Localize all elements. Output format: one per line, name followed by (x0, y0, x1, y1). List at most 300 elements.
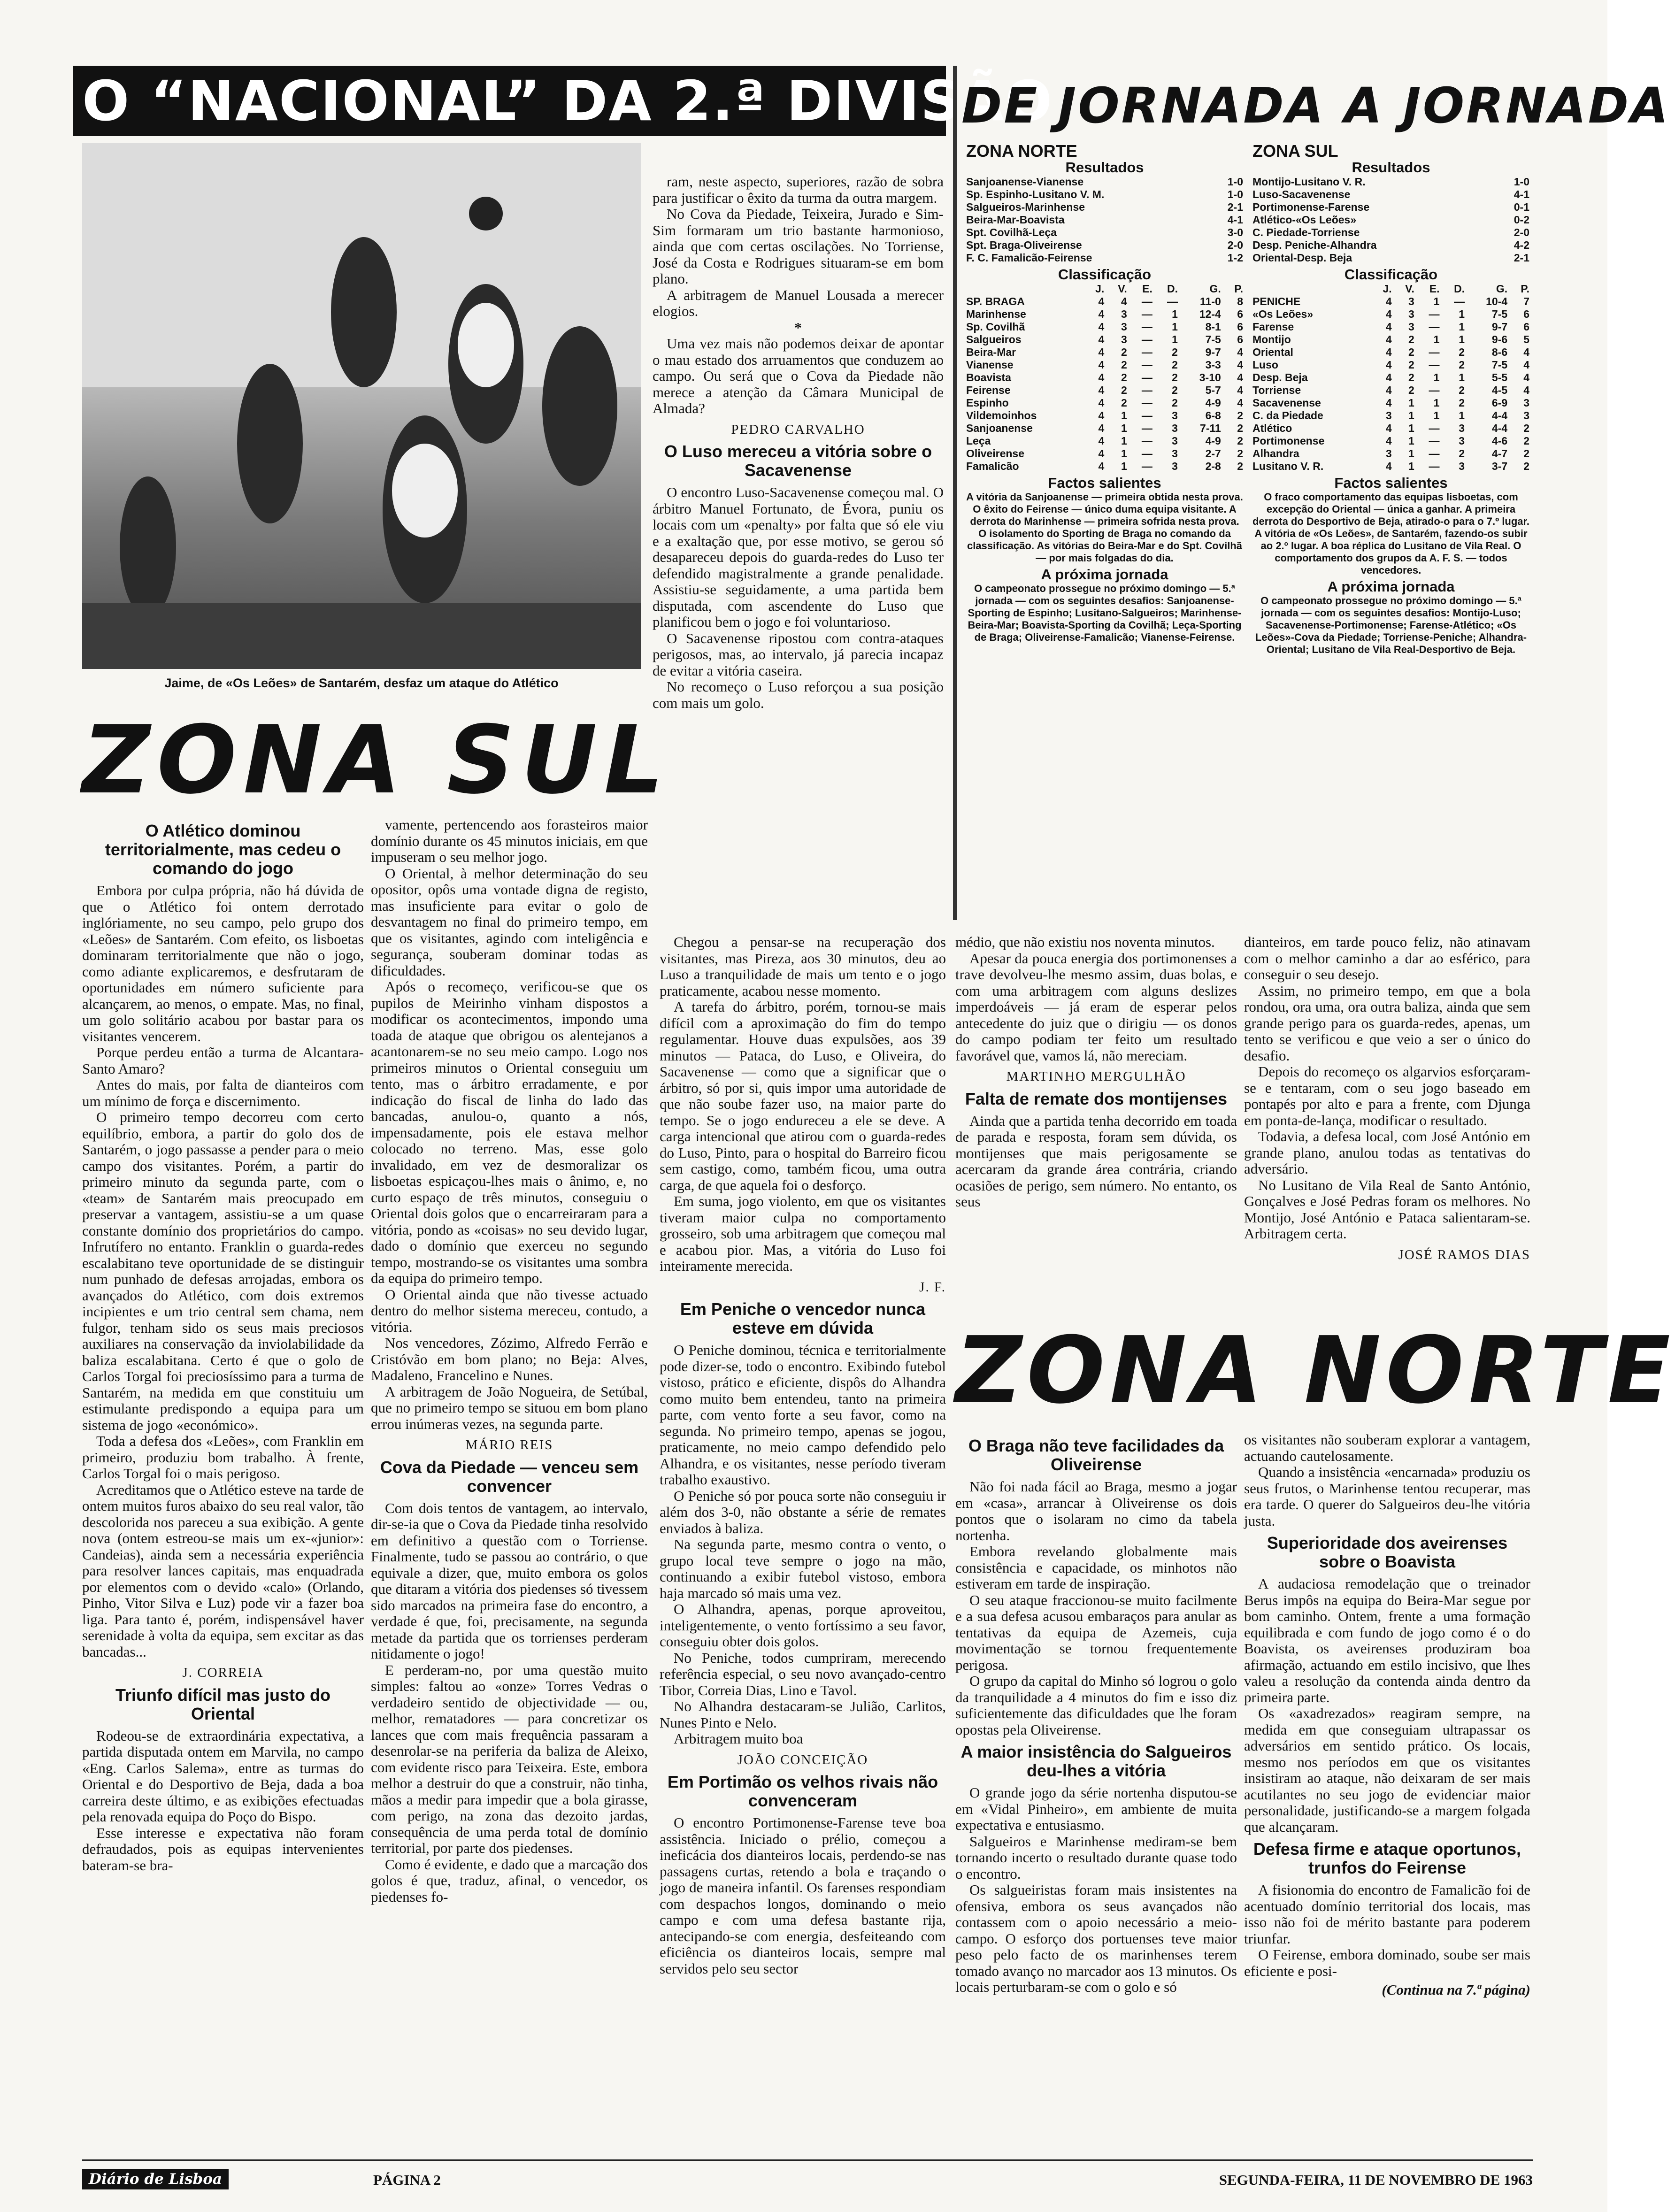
paragraph: O primeiro tempo decorreu com certo equilíbrio, embora, a partir do golo dos de Santarém, o jogo passasse a pender para o meio campo dos visitantes. Porém, a partir do primeiro minuto da segunda parte, com o «team» de Santarém mais preocupado em preservar a vantagem, assistiu-se a um quase constante domínio dos proprietários do campo. Infrutífero no entanto. Franklin o guarda-redes escalabitano teve oportunidade de se distinguir num punhado de defesas arrojadas, embora os avançados do Atlético, com dois extremos incipientes e um trio central sem chama, nem fulgor, tenham sido os seus mais preciosos auxiliares na conservação da inviolabilidade da baliza escalabitana. Certo é que o golo de Carlos Torgal foi preciosíssimo para a turma de Santarém, na medida em que constituiu um estimulante predispondo a equipa para um sistema de jogo «económico». (82, 1109, 364, 1433)
paragraph: Esse interesse e expectativa não foram defraudados, pois as equipas intervenientes bateram-se bra- (82, 1824, 364, 1874)
result-row (1252, 239, 1529, 252)
headline: Superioridade dos aveirenses sobre o Boavista (1267, 1533, 1508, 1571)
team-name: Oriental (1252, 346, 1293, 358)
stat-value: 2 (1523, 435, 1529, 447)
stat-value: 4-6 (1491, 435, 1508, 447)
paragraph: Embora por culpa própria, não há dúvida de que o Atlético foi ontem derrotado inglóriamente, no seu campo, pelo grupo dos «Leões» de Santarém. Com efeito, os lisboetas dominaram territorialmente que não o jogo, como adiante explicaremos, e desfrutaram de oportunidades em número suficiente para alcançarem, ao menos, o empate. Mas, no final, um golo solitário acabou por bastar para os visitantes vencerem. (82, 882, 364, 1045)
team-name: Beira-Mar (966, 346, 1016, 358)
stat-value: 6 (1523, 308, 1529, 320)
stat-value: 1 (1459, 409, 1465, 422)
stat-value: 4 (1237, 371, 1243, 384)
stat-value: 4 (1385, 359, 1392, 371)
paragraph: Chegou a pensar-se na recuperação dos visitantes, mas Pireza, aos 30 minutos, deu ao Luso a tranquilidade de mais um tento e o jogo praticamente, acabou nesse momento. (660, 934, 946, 999)
stat-value: 2 (1408, 346, 1414, 358)
stat-value: 4 (1385, 308, 1392, 320)
standings-row (1252, 422, 1529, 435)
stat-value: 4 (1098, 447, 1105, 460)
match-name: Salgueiros-Marinhense (966, 201, 1085, 213)
stat-value: 2-8 (1205, 460, 1221, 472)
result-row (966, 239, 1243, 252)
stat-value: 6 (1237, 321, 1243, 333)
paragraph: ram, neste aspecto, superiores, razão de sobra para justificar o êxito da turma da outra margem. (653, 173, 944, 206)
stat-value: 12-4 (1199, 308, 1221, 320)
team-name: Portimonense (1252, 435, 1325, 447)
stat-value: 4 (1098, 422, 1105, 434)
column-header: D. (1167, 283, 1178, 295)
team-name: Montijo (1252, 333, 1291, 346)
team-name: Oliveirense (966, 447, 1025, 460)
stat-value: 5-7 (1205, 384, 1221, 396)
match-score: 2-0 (1514, 226, 1529, 238)
stat-value: 4 (1385, 333, 1392, 346)
team-name: Desp. Beja (1252, 371, 1308, 384)
result-row (1252, 214, 1529, 226)
stat-value: 1 (1459, 308, 1465, 320)
column-c-top (653, 174, 944, 932)
stat-value: 4 (1385, 295, 1392, 307)
team-name: Torriense (1252, 384, 1301, 396)
team-name: Sp. Covilhã (966, 321, 1025, 333)
continued-note: (Continua na 7.ª página) (1382, 1982, 1530, 1998)
standings-row (1252, 371, 1529, 384)
stat-value: 10-4 (1486, 295, 1508, 307)
team-name: Farense (1252, 321, 1294, 333)
byline: MÁRIO REIS (465, 1437, 553, 1452)
stat-value: 3 (1385, 409, 1392, 422)
team-name: Sanjoanense (966, 422, 1033, 434)
stat-value: — (1167, 295, 1178, 307)
stat-value: 1 (1121, 447, 1127, 460)
standings-row (966, 384, 1243, 397)
paragraph: No recomeço o Luso reforçou a sua posição com mais um golo. (653, 678, 944, 711)
stat-value: 4 (1121, 295, 1127, 307)
paragraph: O Alhandra, apenas, porque aproveitou, inteligentemente, o vento fortíssimo a seu favor, conseguiu obter dois golos. (660, 1601, 946, 1650)
paragraph: O grande jogo da série nortenha disputou-se em «Vidal Pinheiro», em ambiente de muita expectativa e entusiasmo. (955, 1784, 1237, 1833)
standings-row (966, 321, 1243, 333)
match-name: Sanjoanense-Vianense (966, 176, 1084, 188)
stat-value: 3-10 (1199, 371, 1221, 384)
stat-value: — (1141, 435, 1153, 447)
stat-value: — (1429, 460, 1440, 472)
stat-value: 2 (1523, 447, 1529, 460)
paragraph: No Lusitano de Vila Real de Santo António, Gonçalves e José Pedras foram os melhores. No Montijo, José António e Pataca salientaram-se. Arbitragem certa. (1244, 1176, 1530, 1242)
stat-value: — (1429, 346, 1440, 358)
byline: JOSÉ RAMOS DIAS (1398, 1247, 1530, 1262)
headline: Em Peniche o vencedor nunca esteve em dúvida (680, 1299, 926, 1337)
paragraph: Os salgueiristas foram mais insistentes na ofensiva, embora os seus avançados não contassem com o apoio necessário a meio-campo. O esforço dos portuenses teve maior peso pelo facto de os marinhenses terem tomado avanço no marcador aos 13 minutos. Os locais perturbaram-se com o golo e só (955, 1882, 1237, 1995)
stat-value: 2-7 (1205, 447, 1221, 460)
match-name: Luso-Sacavenense (1252, 188, 1351, 200)
paragraph: Arbitragem muito boa (674, 1730, 803, 1747)
standings-row (966, 409, 1243, 422)
standings-row (966, 460, 1243, 473)
stat-value: 2 (1459, 397, 1465, 409)
stat-value: 4 (1098, 384, 1105, 396)
stat-value: 7 (1523, 295, 1529, 307)
stat-value: 4 (1098, 359, 1105, 371)
standings-row (1252, 346, 1529, 359)
standings-row (966, 422, 1243, 435)
paragraph: E perderam-no, por uma questão muito simples: faltou ao «onze» Torres Vedras o verdadeiro sentido de objectividade — ou, melhor, rematadores — para concretizar os lances que com mais frequência passaram a desenrolar-se na periferia da baliza de Aleixo, com evidente risco para Teixeira. Este, embora melhor a destruir do que a construir, não tinha, mãos a medir para impedir que a bola girasse, com perigo, na zona das dezoito jardas, consequência de uma perda total de domínio territorial, por parte dos piedenses. (371, 1661, 648, 1856)
stat-value: 4 (1523, 346, 1529, 358)
match-name: C. Piedade-Torriense (1252, 226, 1360, 238)
match-score: 2-0 (1227, 239, 1243, 251)
stat-value: 2 (1121, 397, 1127, 409)
stat-value: 4 (1523, 384, 1529, 396)
stat-value: 1 (1433, 409, 1440, 422)
standings-row (966, 308, 1243, 321)
team-name: PENICHE (1252, 295, 1301, 307)
stat-value: — (1141, 295, 1153, 307)
standings-row (966, 346, 1243, 359)
result-row (1252, 188, 1529, 201)
column-header: D. (1454, 283, 1465, 295)
result-row (966, 176, 1243, 188)
stat-value: 2 (1459, 447, 1465, 460)
stat-value: 2 (1237, 435, 1243, 447)
paragraph: O encontro Portimonense-Farense teve boa assistência. Iniciado o prélio, começou a ineficácia dos dianteiros locais, perdendo-se nas passagens curtas, retendo a bola e traçando o jogo de maneira infantil. Os farenses respondiam com despachos longos, dominando o meio campo e com uma defesa bastante rija, antecipando-se com energia, desfeiteando com eficiência os dianteiros locais, sempre mal servidos pelo seu sector (660, 1814, 946, 1977)
stat-value: 8-1 (1205, 321, 1221, 333)
paragraph: No Cova da Piedade, Teixeira, Jurado e Sim-Sim formaram um trio bastante harmonioso, ainda que com certas oscilações. No Torriense, José da Costa e Rodrigues situaram-se em bom plano. (653, 206, 944, 287)
match-score: 1-0 (1514, 176, 1529, 188)
standings-row (1252, 460, 1529, 473)
paragraph: O Oriental, à melhor determinação do seu opositor, opôs uma vontade digna de registo, mas insuficiente para evitar o golo de desvantagem no final do primeiro tempo, em que os visitantes, agindo com inteligência e segurança, souberam dominar todas as dificuldades. (371, 865, 648, 979)
panel-sul (1252, 141, 1529, 915)
paragraph: Como é evidente, e dado que a marcação dos golos é que, traduz, afinal, o vencedor, os piedenses fo- (371, 1856, 648, 1905)
headline: A maior insistência do Salgueiros deu-lhes a vitória (960, 1742, 1232, 1780)
byline: J. F. (919, 1279, 946, 1295)
standings-row (966, 435, 1243, 447)
column-a (82, 817, 364, 2164)
next-text: O campeonato prossegue no próximo domingo — 5.ª jornada — com os seguintes desafios: Montijo-Luso; Sacavenense-Portimonense; Farense-Atlético; «Os Leões»-Cova da Piedade; Torriense-Peniche; Alhandra-Oriental; Lusitano de Vila Real-Desportivo de Beja. (1255, 595, 1527, 655)
stat-value: 3 (1172, 422, 1178, 434)
paragraph: os visitantes não souberam explorar a vantagem, actuando cautelosamente. (1244, 1431, 1530, 1464)
stat-value: 4 (1098, 333, 1105, 346)
column-header: P. (1234, 283, 1243, 295)
team-name: Boavista (966, 371, 1011, 384)
stat-value: 2 (1237, 409, 1243, 422)
match-score: 2-1 (1514, 252, 1529, 264)
column-e-lower (1244, 1432, 1530, 2164)
standings-label: Classificação (1344, 266, 1438, 283)
column-header: J. (1383, 283, 1392, 295)
stat-value: 1 (1408, 435, 1414, 447)
result-row (966, 226, 1243, 239)
stat-value: 1 (1121, 422, 1127, 434)
team-name: Alhandra (1252, 447, 1299, 460)
paragraph: O Sacavenense ripostou com contra-ataques perigosos, mas, ao intervalo, já parecia incapaz de evitar a vitória caseira. (653, 630, 944, 679)
zona-norte-title: ZONA NORTE (955, 1317, 1675, 1424)
stat-value: 2 (1172, 371, 1178, 384)
stat-value: — (1141, 359, 1153, 371)
stat-value: 1 (1408, 409, 1414, 422)
stat-value: 2 (1172, 384, 1178, 396)
paragraph: Os «axadrezados» reagiram sempre, na medida em que conseguiam ultrapassar os adversários em sentido prático. Os locais, mesmo nos períodos em que os visitantes insistiram ao ataque, não deixaram de ser mais acutilantes no seu jogo de evidenciar maior personalidade, justificando-se a margem folgada que alcançaram. (1244, 1705, 1530, 1835)
result-row (1252, 176, 1529, 188)
facts-label: Factos salientes (1334, 475, 1448, 491)
stat-value: — (1429, 308, 1440, 320)
stat-value: 4-5 (1491, 384, 1508, 396)
team-name: Vildemoinhos (966, 409, 1037, 422)
team-name: Lusitano V. R. (1252, 460, 1324, 472)
match-score: 1-0 (1227, 176, 1243, 188)
column-header: E. (1429, 283, 1440, 295)
headline: Falta de remate dos montijenses (965, 1089, 1228, 1108)
stat-value: 6 (1523, 321, 1529, 333)
stat-value: 1 (1459, 333, 1465, 346)
stat-value: 2 (1408, 359, 1414, 371)
zona-sul-title: ZONA SUL (82, 706, 670, 815)
paragraph: O Oriental ainda que não tivesse actuado dentro do melhor sistema mereceu, contudo, a vitória. (371, 1286, 648, 1335)
standings-table (966, 283, 1243, 473)
match-name: Spt. Braga-Oliveirense (966, 239, 1082, 251)
match-score: 4-1 (1227, 214, 1243, 226)
stat-value: 1 (1433, 333, 1440, 346)
result-row (966, 188, 1243, 201)
paragraph: Nos vencedores, Zózimo, Alfredo Ferrão e Cristóvão em bom plano; no Beja: Alves, Madaleno, Francelino e Nunes. (371, 1335, 648, 1383)
ball-icon (469, 197, 503, 230)
match-name: Atlético-«Os Leões» (1252, 214, 1357, 226)
byline: J. CORREIA (182, 1665, 264, 1680)
stat-value: 4 (1098, 435, 1105, 447)
paragraph: Assim, no primeiro tempo, em que a bola rondou, ora uma, ora outra baliza, ainda que sem grande perigo para os guarda-redes, apenas, um tento se verificou e que veio a ser o único do desafio. (1244, 982, 1530, 1064)
paragraph: Acreditamos que o Atlético esteve na tarde de ontem muitos furos abaixo do seu real valor, tão descolorida nos pareceu a sua exibição. A gente nova (ontem estreou-se mais um ex-«junior»: Candeias), ainda sem a necessária experiência para resolver lances capitais, mas enquadrada por elementos com o devido «calo» (Orlando, Pinho, Vitor Silva e Luz) pode vir a fazer boa liga. Para tanto é, porém, indispensável haver serenidade à volta da equipa, sem excitar as das bancadas... (82, 1481, 364, 1660)
stat-value: 6-8 (1205, 409, 1221, 422)
match-score: 0-1 (1514, 201, 1529, 213)
headline: Cova da Piedade — venceu sem convencer (380, 1457, 639, 1496)
standings-label: Classificação (1058, 266, 1152, 283)
stat-value: 2 (1408, 333, 1414, 346)
stat-value: 7-5 (1491, 359, 1508, 371)
standings-row (966, 397, 1243, 409)
stat-value: 3-3 (1205, 359, 1221, 371)
stat-value: 2 (1172, 359, 1178, 371)
paragraph: Depois do recomeço os algarvios esforçaram-se e tentaram, com o seu jogo baseado em pontapés por alto e para a frente, com Djunga em ponta-de-lança, modificar o resultado. (1244, 1063, 1530, 1129)
separator-star: * (794, 319, 802, 336)
team-name: Famalicão (966, 460, 1019, 472)
stat-value: — (1429, 435, 1440, 447)
match-photo (82, 143, 641, 669)
stat-value: 4 (1098, 321, 1105, 333)
stat-value: 6-9 (1491, 397, 1508, 409)
paragraph: A audaciosa remodelação que o treinador Berus impôs na equipa do Beira-Mar segue por bom caminho. Ontem, frente a uma formação equilibrada e com fundo de jogo como é o do Boavista, os aveirenses produziram boa afirmação, actuando em estilo incisivo, que lhes valeu a resolução da contenda ainda dentro da primeira parte. (1244, 1575, 1530, 1705)
headline: Em Portimão os velhos rivais não convenceram (667, 1772, 938, 1810)
stat-value: 1 (1121, 460, 1127, 472)
standings-row (1252, 397, 1529, 409)
paragraph: O grupo da capital do Minho só logrou o golo da tranquilidade a 4 minutos do fim e isso diz suficientemente das dificuldades que lhe foram opostas pela Oliveirense. (955, 1673, 1237, 1738)
stat-value: 4 (1385, 435, 1392, 447)
stat-value: 1 (1408, 447, 1414, 460)
match-score: 2-1 (1227, 201, 1243, 213)
match-name: Spt. Covilhã-Leça (966, 226, 1057, 238)
column-header: G. (1209, 283, 1221, 295)
match-score: 1-0 (1227, 188, 1243, 200)
stat-value: 2 (1237, 460, 1243, 472)
football-players-illustration (82, 143, 641, 669)
stat-value: 4 (1385, 460, 1392, 472)
paragraph: O encontro Luso-Sacavenense começou mal. O árbitro Manuel Fortunato, de Évora, puniu os locais com um «penalty» por falta que só ele viu e a exaltação que, por esse motivo, se gerou só desapareceu depois do guarda-redes do Luso ter defendido magistralmente a grande penalidade. Assistiu-se seguidamente, a uma partida bem disputada, com ascendente do Luso que planificou bem o jogo e foi voluntarioso. (653, 484, 944, 630)
byline: MARTINHO MERGULHÃO (1006, 1069, 1186, 1084)
masthead-logo: Diário de Lisboa (82, 2169, 229, 2189)
paragraph: Rodeou-se de extraordinária expectativa, a partida disputada ontem em Marvila, no campo «Eng. Carlos Salema», entre as turmas do Oriental e do Desportivo de Beja, dada a boa carreira deste último, e as exibições efectuadas pela renovada equipa do Poço do Bispo. (82, 1727, 364, 1825)
paragraph: Não foi nada fácil ao Braga, mesmo a jogar em «casa», arrancar à Oliveirense os dois pontos que o isolaram no cimo da tabela nortenha. (955, 1478, 1237, 1544)
column-header: V. (1118, 283, 1127, 295)
panel-title: DE JORNADA A JORNADA (961, 77, 1670, 134)
stat-value: 4-9 (1205, 435, 1221, 447)
header-team (1252, 283, 1369, 295)
stat-value: 11-0 (1200, 295, 1221, 307)
stat-value: 1 (1433, 295, 1440, 307)
results-label: Resultados (1352, 159, 1430, 176)
paragraph: O Peniche só por pouca sorte não conseguiu ir além dos 3-0, não obstante a série de remates enviados à baliza. (660, 1487, 946, 1536)
header-team (966, 283, 1082, 295)
column-e (1244, 934, 1530, 1305)
paragraph: Toda a defesa dos «Leões», com Franklin em primeiro, produziu bom trabalho. À frente, Carlos Torgal foi o mais perigoso. (82, 1433, 364, 1482)
paragraph: vamente, pertencendo aos forasteiros maior domínio durante os 45 minutos iniciais, em que impuseram o seu melhor jogo. (371, 816, 648, 865)
stat-value: 2 (1237, 447, 1243, 460)
zone-label: ZONA SUL (1252, 141, 1338, 161)
stat-value: 3 (1408, 321, 1414, 333)
stat-value: 2 (1237, 422, 1243, 434)
stat-value: 8 (1237, 295, 1243, 307)
paragraph: Quando a insistência «encarnada» produziu os seus frutos, o Marinhense tentou recuperar, mas era tarde. O querer do Salgueiros deu-lhe vitória justa. (1244, 1464, 1530, 1529)
stat-value: — (1429, 447, 1440, 460)
byline: JOÃO CONCEIÇÃO (737, 1752, 868, 1767)
stat-value: 5 (1523, 333, 1529, 346)
stat-value: 3 (1459, 422, 1465, 434)
stat-value: 6 (1237, 308, 1243, 320)
paragraph: Com dois tentos de vantagem, ao intervalo, dir-se-ia que o Cova da Piedade tinha resolvido em definitivo a questão com o Torriense. Finalmente, tudo se passou ao contrário, o que equivale a dizer, que, muito embora os golos que ditaram a vitória dos piedenses só tivessem sido marcados na primeira fase do encontro, a verdade é que, foi, precisamente, na segunda metade da partida que os torrienses perderam nitidamente o jogo! (371, 1499, 648, 1662)
team-name: Sacavenense (1252, 397, 1321, 409)
footer (82, 2169, 1533, 2197)
stat-value: 4 (1385, 397, 1392, 409)
paragraph: dianteiros, em tarde pouco feliz, não atinavam com o melhor caminho a dar ao esférico, para conseguir o seu desejo. (1244, 934, 1530, 983)
standings-row (1252, 435, 1529, 447)
page-number: PÁGINA 2 (373, 2172, 441, 2188)
stat-value: 7-5 (1491, 308, 1508, 320)
stat-value: 2 (1408, 384, 1414, 396)
team-name: Feirense (966, 384, 1011, 396)
team-name: Vianense (966, 359, 1014, 371)
stat-value: 4-4 (1491, 422, 1508, 434)
match-name: Desp. Peniche-Alhandra (1252, 239, 1377, 251)
stat-value: — (1429, 359, 1440, 371)
stat-value: 4 (1237, 346, 1243, 358)
stat-value: 2 (1408, 371, 1414, 384)
standings-header-row (1252, 283, 1529, 295)
match-score: 0-2 (1514, 214, 1529, 226)
stat-value: 4 (1523, 371, 1529, 384)
result-row (1252, 226, 1529, 239)
stat-value: — (1141, 384, 1153, 396)
stat-value: 1 (1433, 371, 1440, 384)
stat-value: 1 (1408, 460, 1414, 472)
standings-row (966, 295, 1243, 308)
next-label: A próxima jornada (1041, 566, 1168, 583)
stat-value: 3 (1523, 397, 1529, 409)
team-name: C. da Piedade (1252, 409, 1323, 422)
team-name: Leça (966, 435, 991, 447)
column-header: G. (1496, 283, 1508, 295)
byline: PEDRO CARVALHO (731, 422, 865, 437)
match-name: Montijo-Lusitano V. R. (1252, 176, 1366, 188)
stat-value: — (1141, 460, 1153, 472)
standings-row (1252, 295, 1529, 308)
paragraph: A tarefa do árbitro, porém, tornou-se mais difícil com a aproximação do fim do tempo regulamentar. Houve duas expulsões, aos 39 minutos — Pataca, do Luso, e Oliveira, do Sacavenense — como que a significar que o árbitro, só por si, quis impor uma autoridade de que não soube fazer uso, na maior parte do tempo. Se o jogo endureceu a ele se deve. A carga intencional que atirou com o guarda-redes do Luso, Pinto, para o hospital do Barreiro ficou sem castigo, como, também ficou, uma outra carga, de que aquela foi o desforço. (660, 998, 946, 1193)
paragraph: Salgueiros e Marinhense mediram-se bem tornando incerto o resultado durante quase todo o encontro. (955, 1833, 1237, 1882)
paragraph: Antes do mais, por falta de dianteiros com um mínimo de força e discernimento. (82, 1076, 364, 1109)
standings-table (1252, 283, 1529, 473)
stat-value: 3 (1172, 409, 1178, 422)
stat-value: 3 (1459, 460, 1465, 472)
paragraph: A arbitragem de João Nogueira, de Setúbal, que no primeiro tempo se situou em bom plano errou inúmeras vezes, na segunda parte. (371, 1383, 648, 1432)
paragraph: Apesar da pouca energia dos portimonenses a trave devolveu-lhe mesmo assim, duas bolas, e com uma arbitragem com alguns deslizes imperdoáveis — já eram de esperar pelos antecedente do juiz que o dirigiu — os donos do campo podiam ter feito um resultado favorável que, vamos lá, não mereciam. (955, 950, 1237, 1064)
standings-row (1252, 447, 1529, 460)
paragraph: médio, que não existiu nos noventa minutos. (955, 934, 1215, 950)
next-label: A próxima jornada (1327, 578, 1455, 595)
stat-value: 4 (1098, 295, 1105, 307)
stat-value: 1 (1172, 321, 1178, 333)
stat-value: — (1141, 409, 1153, 422)
team-name: Espinho (966, 397, 1009, 409)
match-score: 4-1 (1514, 188, 1529, 200)
stat-value: 1 (1121, 435, 1127, 447)
stat-value: 4 (1237, 384, 1243, 396)
headline: Defesa firme e ataque oportunos, trunfos do Feirense (1253, 1839, 1521, 1877)
team-name: Atlético (1252, 422, 1292, 434)
stat-value: 1 (1408, 422, 1414, 434)
facts-text: O fraco comportamento das equipas lisboetas, com excepção do Oriental — única a ganhar. A primeira derrota do Desportivo de Beja, atirado-o para o 7.º lugar. A vitória de «Os Leões», de Santarém, fazendo-os subir ao 2.º lugar. A boa réplica do Lusitano de Vila Real. O comportamento dos grupos da A. F. S. — todos vencedores. (1252, 491, 1529, 576)
standings-row (1252, 321, 1529, 333)
stat-value: 2 (1121, 359, 1127, 371)
match-name: Portimonense-Farense (1252, 201, 1370, 213)
standings-row (1252, 308, 1529, 321)
standings-row (1252, 409, 1529, 422)
team-name: Luso (1252, 359, 1278, 371)
column-d (955, 934, 1237, 1305)
stat-value: 1 (1172, 308, 1178, 320)
stat-value: 2 (1121, 371, 1127, 384)
stat-value: — (1141, 422, 1153, 434)
stat-value: — (1141, 333, 1153, 346)
stat-value: 9-6 (1491, 333, 1508, 346)
match-score: 1-2 (1227, 252, 1243, 264)
stat-value: 2 (1523, 422, 1529, 434)
paragraph: Uma vez mais não podemos deixar de apontar o mau estado dos arruamentos que conduzem ao campo. Ou será que o Cova da Piedade não merece a atenção da Câmara Municipal de Almada? (653, 335, 944, 416)
results-label: Resultados (1065, 159, 1144, 176)
paragraph: O seu ataque fraccionou-se muito facilmente e a sua defesa acusou embaraços para anular as tentativas da equipa de Azemeis, cuja movimentação se tornou frequentemente perigosa. (955, 1591, 1237, 1673)
stat-value: 7-11 (1200, 422, 1221, 434)
stat-value: — (1429, 422, 1440, 434)
stat-value: 1 (1459, 371, 1465, 384)
jornada-panel (953, 66, 1670, 920)
stat-value: 2 (1121, 384, 1127, 396)
stat-value: — (1429, 384, 1440, 396)
headline: O Luso mereceu a vitória sobre o Sacavenense (664, 442, 932, 480)
column-header: V. (1405, 283, 1414, 295)
photo-caption: Jaime, de «Os Leões» de Santarém, desfaz um ataque do Atlético (164, 676, 559, 690)
stat-value: 7-5 (1205, 333, 1221, 346)
headline: O Atlético dominou territorialmente, mas cedeu o comando do jogo (105, 821, 341, 878)
stat-value: 3 (1408, 308, 1414, 320)
stat-value: 4-9 (1205, 397, 1221, 409)
section-banner: O “NACIONAL” DA 2.ª DIVISÃO (73, 66, 946, 136)
stat-value: 4-7 (1491, 447, 1508, 460)
stat-value: 3 (1408, 295, 1414, 307)
stat-value: — (1454, 295, 1465, 307)
match-score: 4-2 (1514, 239, 1529, 251)
column-b (371, 817, 648, 2164)
